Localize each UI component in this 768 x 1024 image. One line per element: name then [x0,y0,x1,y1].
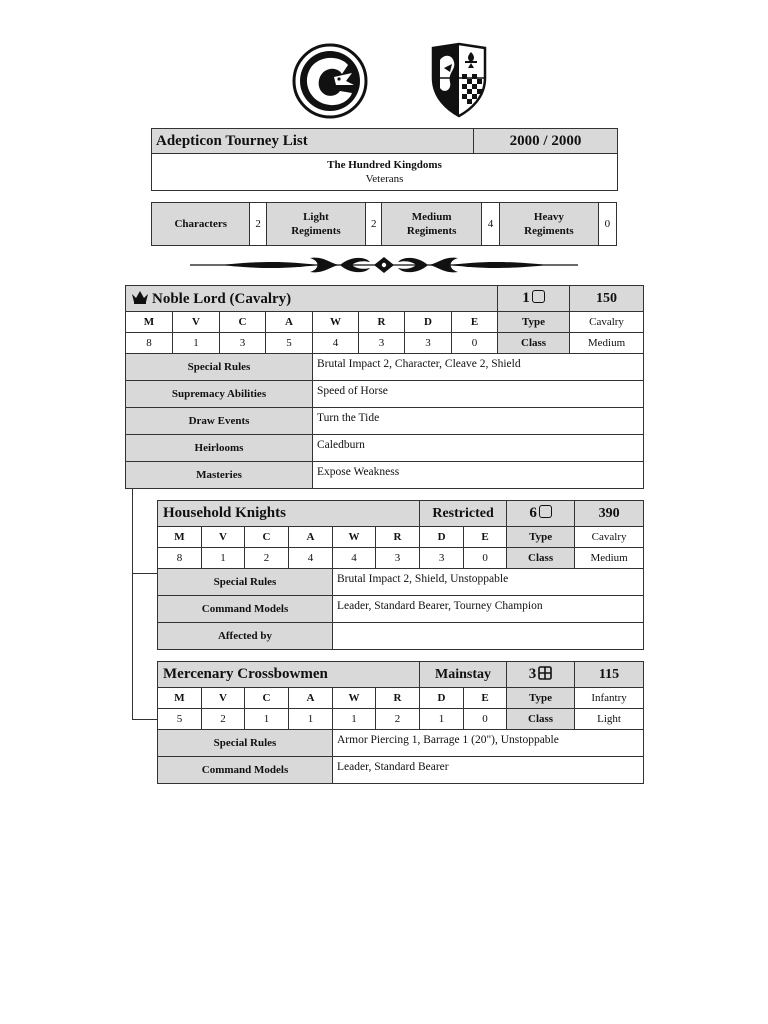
stat-value: 8 [126,333,173,354]
stat-value: 3 [376,548,420,569]
unit-type: Infantry [575,688,644,709]
conquest-logo-icon [290,43,370,119]
unit-points: 150 [570,286,644,312]
rule-label: Affected by [158,623,333,650]
stat-value: 2 [245,548,289,569]
unit-name: Household Knights [158,501,420,527]
unit-model-count: 3 [507,662,575,688]
list-points: 2000 / 2000 [474,129,618,154]
unit-name: Noble Lord (Cavalry) [126,286,498,312]
attachment-connector-branch [132,719,158,720]
list-title: Adepticon Tourney List [152,129,474,154]
stat-value: 1 [289,709,333,730]
stat-value: 0 [464,709,507,730]
unit-tag: Mainstay [420,662,507,688]
stat-value: 8 [158,548,202,569]
stat-header: R [376,688,420,709]
unit-points: 115 [575,662,644,688]
ornamental-divider-icon [190,254,578,276]
stat-value: 1 [245,709,289,730]
attachment-connector-line [132,487,133,720]
unit-name: Mercenary Crossbowmen [158,662,420,688]
stat-header: D [420,527,464,548]
stat-value: 4 [289,548,333,569]
faction-name: The Hundred Kingdoms [327,159,442,171]
stat-header: D [420,688,464,709]
stat-header: M [126,312,173,333]
count-label-characters: Characters [152,203,250,246]
count-value-light: 2 [366,203,382,246]
unit-class: Light [575,709,644,730]
list-subtitle: Veterans [365,173,404,185]
stat-header: A [289,688,333,709]
stat-header: D [405,312,452,333]
unit-model-count: 6 [507,501,575,527]
stat-header: V [173,312,220,333]
stat-header: W [333,527,376,548]
unit-card-noble-lord [125,285,644,489]
unit-type: Cavalry [575,527,644,548]
rule-label: Special Rules [126,354,313,381]
rule-value: Leader, Standard Bearer, Tourney Champion [333,596,644,623]
rule-value: Speed of Horse [313,381,644,408]
rule-value: Expose Weakness [313,462,644,489]
unit-type: Cavalry [570,312,644,333]
stat-header: A [289,527,333,548]
rule-label: Draw Events [126,408,313,435]
stat-header: R [359,312,405,333]
rule-label: Command Models [158,596,333,623]
unit-card-mercenary-crossbowmen [157,661,644,784]
rule-label: Command Models [158,757,333,784]
stat-value: 2 [376,709,420,730]
stat-value: 3 [405,333,452,354]
stat-value: 3 [420,548,464,569]
stat-header: C [245,688,289,709]
stat-value: 5 [158,709,202,730]
stat-header: W [313,312,359,333]
unit-class: Medium [575,548,644,569]
unit-card-household-knights [157,500,644,650]
regiment-counts [151,202,617,246]
stat-value: 4 [333,548,376,569]
stat-header: E [464,527,507,548]
stat-value: 1 [173,333,220,354]
attachment-connector-branch [132,573,158,574]
rule-value: Brutal Impact 2, Shield, Unstoppable [333,569,644,596]
rule-label: Heirlooms [126,435,313,462]
stat-value: 2 [202,709,245,730]
type-label: Type [507,527,575,548]
stat-header: C [220,312,266,333]
list-header [151,128,618,191]
type-label: Type [498,312,570,333]
rule-label: Supremacy Abilities [126,381,313,408]
count-value-characters: 2 [250,203,266,246]
crown-icon [131,290,149,304]
stat-header: C [245,527,289,548]
stat-header: A [266,312,313,333]
class-label: Class [498,333,570,354]
faction-shield-icon [430,42,488,118]
stat-header: R [376,527,420,548]
rule-label: Special Rules [158,569,333,596]
stat-value: 4 [313,333,359,354]
count-label-light: Light Regiments [266,203,365,246]
unit-model-count: 1 [498,286,570,312]
stat-value: 1 [333,709,376,730]
rule-value: Brutal Impact 2, Character, Cleave 2, Shield [313,354,644,381]
unit-points: 390 [575,501,644,527]
count-label-heavy: Heavy Regiments [500,203,598,246]
class-label: Class [507,548,575,569]
rule-label: Special Rules [158,730,333,757]
rule-label: Masteries [126,462,313,489]
count-value-heavy: 0 [598,203,616,246]
count-value-medium: 4 [481,203,499,246]
stat-value: 0 [464,548,507,569]
stat-header: W [333,688,376,709]
stat-value: 3 [220,333,266,354]
class-label: Class [507,709,575,730]
stat-value: 1 [420,709,464,730]
count-label-medium: Medium Regiments [382,203,481,246]
unit-tag: Restricted [420,501,507,527]
stat-header: M [158,688,202,709]
stat-header: E [452,312,498,333]
stat-header: E [464,688,507,709]
rule-value: Armor Piercing 1, Barrage 1 (20"), Unstoppable [333,730,644,757]
square-base-icon [539,505,552,518]
faction-info [152,154,618,191]
rule-value [333,623,644,650]
stat-value: 5 [266,333,313,354]
stat-header: V [202,688,245,709]
grid-base-icon [538,666,552,680]
square-base-icon [532,290,545,303]
unit-class: Medium [570,333,644,354]
stat-header: M [158,527,202,548]
stat-header: V [202,527,245,548]
stat-value: 0 [452,333,498,354]
stat-value: 3 [359,333,405,354]
rule-value: Leader, Standard Bearer [333,757,644,784]
rule-value: Caledburn [313,435,644,462]
rule-value: Turn the Tide [313,408,644,435]
stat-value: 1 [202,548,245,569]
type-label: Type [507,688,575,709]
